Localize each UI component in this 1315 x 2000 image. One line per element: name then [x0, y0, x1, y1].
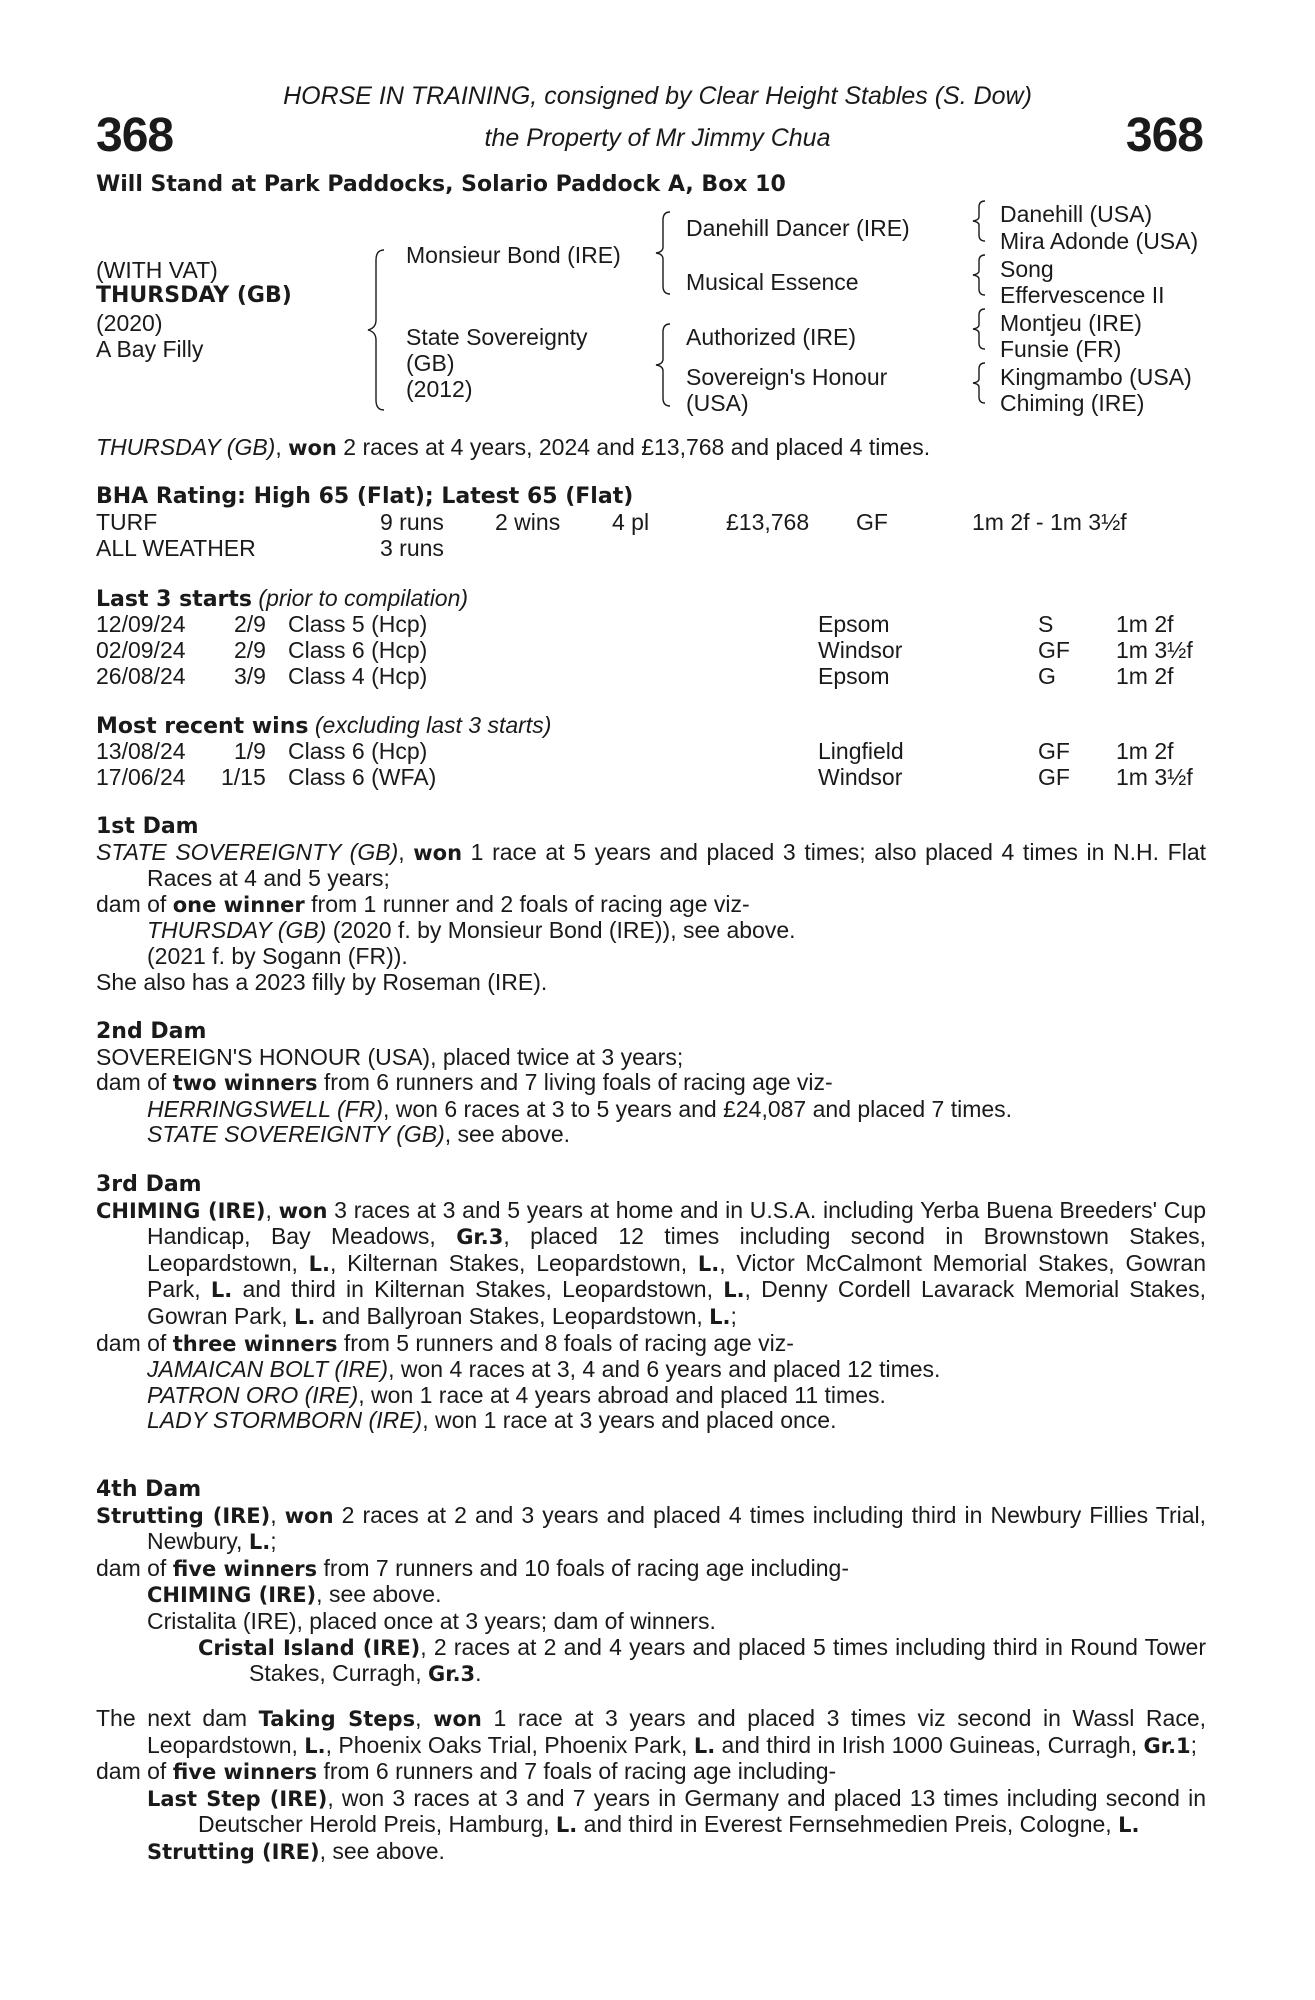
pedigree-bracket-ss [973, 201, 989, 241]
vat-note: (WITH VAT) [96, 257, 218, 283]
pedigree-bracket-sire [656, 212, 674, 294]
pedigree-dds: Kingmambo (USA) [1000, 364, 1192, 390]
pedigree-dam-line1: State Sovereignty [406, 324, 588, 350]
produce-item: HERRINGSWELL (FR), won 6 races at 3 to 5 years and £24,087 and placed 7 times. [147, 1095, 1013, 1122]
pedigree-bracket-dam [656, 324, 674, 406]
pedigree-dam-dam-line2: (USA) [686, 390, 749, 416]
foaling-year: (2020) [96, 310, 163, 336]
pedigree-sire-sire: Danehill Dancer (IRE) [686, 215, 910, 241]
horse-name: THURSDAY (GB) [96, 283, 292, 308]
produce-item: LADY STORMBORN (IRE), won 1 race at 3 years and placed once. [147, 1407, 837, 1434]
produce-item: Strutting (IRE), see above. [147, 1837, 445, 1864]
turf-record: TURF 9 runs 2 wins 4 pl £13,768 GF 1m 2f - 1m 3½f [96, 509, 1127, 535]
dam-record: The next dam Taking Steps, won 1 race at 3 years and placed 3 times viz second in Wassl Race, Leopardstown, L., Phoenix Oaks Trial, Phoenix Park, L. and third in Irish 1000 Guineas, Curragh, Gr.1; [96, 1705, 1206, 1758]
pedigree-sdd: Effervescence II [1000, 282, 1165, 308]
start-row: 26/08/24 3/9 Class 4 (Hcp) Epsom G 1m 2f [96, 663, 1174, 689]
next-dam-section [96, 1706, 1206, 1866]
pedigree-bracket-main [368, 250, 388, 410]
pedigree-dam-sire: Authorized (IRE) [686, 324, 857, 350]
stabling-location: Will Stand at Park Paddocks, Solario Paddock A, Box 10 [96, 172, 786, 197]
consignor-line: HORSE IN TRAINING, consigned by Clear Height Stables (S. Dow) [283, 82, 1032, 110]
produce-item: JAMAICAN BOLT (IRE), won 4 races at 3, 4 and 6 years and placed 12 times. [147, 1356, 941, 1383]
pedigree-dam-line2: (GB) [406, 350, 455, 376]
produce-summary: dam of three winners from 5 runners and 8 foals of racing age viz- [96, 1329, 794, 1356]
produce-item: (2021 f. by Sogann (FR)). [147, 942, 408, 969]
produce-item: PATRON ORO (IRE), won 1 race at 4 years abroad and placed 11 times. [147, 1381, 886, 1408]
recent-wins-heading: Most recent wins (excluding last 3 starts) [96, 712, 552, 739]
produce-item: STATE SOVEREIGNTY (GB), see above. [147, 1121, 571, 1148]
produce-summary: dam of two winners from 6 runners and 7 living foals of racing age viz- [96, 1069, 833, 1096]
produce-summary: dam of one winner from 1 runner and 2 foals of racing age viz- [96, 890, 750, 917]
fourth-dam-section [96, 1477, 1206, 1688]
all-weather-record: ALL WEATHER 3 runs [96, 535, 444, 561]
pedigree-ddd: Chiming (IRE) [1000, 390, 1145, 416]
win-row: 17/06/24 1/15 Class 6 (WFA) Windsor GF 1m 3½f [96, 764, 1193, 790]
start-row: 12/09/24 2/9 Class 5 (Hcp) Epsom S 1m 2f [96, 611, 1174, 637]
section-heading: 2nd Dam [96, 1019, 207, 1044]
pedigree-dam-line3: (2012) [406, 376, 473, 402]
last-starts-heading: Last 3 starts (prior to compilation) [96, 585, 469, 612]
produce-item: THURSDAY (GB) (2020 f. by Monsieur Bond (IRE)), see above. [147, 917, 796, 944]
lot-number-right: 368 [1125, 109, 1203, 162]
dam-record: SOVEREIGN'S HONOUR (USA), placed twice at 3 years; [96, 1043, 684, 1070]
pedigree-dsd: Funsie (FR) [1000, 336, 1122, 362]
pedigree-bracket-dd [973, 363, 989, 403]
pedigree-sire: Monsieur Bond (IRE) [406, 242, 621, 268]
pedigree-bracket-ds [973, 309, 989, 349]
pedigree-dam-dam-line1: Sovereign's Honour [686, 364, 888, 390]
produce-note: She also has a 2023 filly by Roseman (IRE). [96, 968, 548, 995]
pedigree-ssd: Mira Adonde (USA) [1000, 228, 1199, 254]
property-line: the Property of Mr Jimmy Chua [484, 124, 831, 152]
produce-subitem: Cristal Island (IRE), 2 races at 2 and 4 years and placed 5 times including third in Round Tower Stakes, Curragh, Gr.3. [198, 1633, 1206, 1687]
pedigree-dss: Montjeu (IRE) [1000, 310, 1142, 336]
first-dam-section [96, 814, 1206, 995]
pedigree-sds: Song [1000, 256, 1054, 282]
start-row: 02/09/24 2/9 Class 6 (Hcp) Windsor GF 1m 3½f [96, 637, 1193, 663]
section-heading: 3rd Dam [96, 1172, 202, 1197]
pedigree-sire-dam: Musical Essence [686, 269, 859, 295]
horse-description: A Bay Filly [96, 336, 204, 362]
lot-number-left: 368 [96, 109, 174, 162]
dam-record: Strutting (IRE), won 2 races at 2 and 3 years and placed 4 times including third in Newbury Fillies Trial, Newbury, L.; [96, 1501, 1207, 1555]
dam-record: STATE SOVEREIGNTY (GB), won 1 race at 5 years and placed 3 times; also placed 4 times in N.H. Flat Races at 4 and 5 years; [96, 838, 1206, 892]
pedigree-bracket-sd [973, 255, 989, 295]
pedigree-sss: Danehill (USA) [1000, 201, 1153, 227]
produce-summary: dam of five winners from 6 runners and 7 foals of racing age including- [96, 1758, 837, 1785]
bha-rating-title: BHA Rating: High 65 (Flat); Latest 65 (Flat) [96, 484, 634, 509]
dam-record: CHIMING (IRE), won 3 races at 3 and 5 years at home and in U.S.A. including Yerba Buena Breeders' Cup Handicap, Bay Meadows, Gr.3, placed 12 times including second in Brownstown Stakes, Leopardstown, L., Kilternan Stakes, Leopardstown, L., Victor McCalmont Memorial Stakes, Gowran Park, L. and third in Kilternan Stakes, Leopardstown, L., Denny Cordell Lavarack Memorial Stakes, Gowran Park, L. and Ballyroan Stakes, Leopardstown, L.; [96, 1196, 1207, 1329]
section-heading: 4th Dam [96, 1477, 202, 1502]
produce-item: CHIMING (IRE), see above. [147, 1581, 442, 1608]
race-summary: THURSDAY (GB), won 2 races at 4 years, 2024 and £13,768 and placed 4 times. [96, 434, 931, 460]
third-dam-section [96, 1172, 1206, 1434]
produce-summary: dam of five winners from 7 runners and 10 foals of racing age including- [96, 1554, 849, 1581]
second-dam-section [96, 1019, 1206, 1148]
section-heading: 1st Dam [96, 814, 199, 839]
win-row: 13/08/24 1/9 Class 6 (Hcp) Lingfield GF 1m 2f [96, 738, 1174, 764]
produce-item: Cristalita (IRE), placed once at 3 years; dam of winners. [147, 1607, 716, 1634]
produce-item: Last Step (IRE), won 3 races at 3 and 7 years in Germany and placed 13 times including second in Deutscher Herold Preis, Hamburg, L. and third in Everest Fernsehmedien Preis, Cologne, L. [147, 1784, 1206, 1838]
